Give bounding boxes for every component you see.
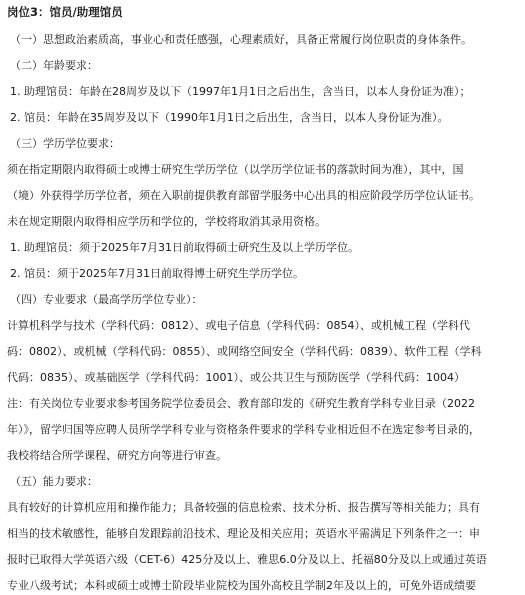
paragraph-line: 2. 馆员：须于2025年7月31日前取得博士研究生学历学位。	[10, 267, 304, 280]
note-line: 我校将结合所学课程、研究方向等进行审查。	[7, 449, 227, 462]
paragraph-line: 报时已取得大学英语六级（CET-6）425分及以上、雅思6.0分及以上、托福80分及以上或通过英语	[7, 553, 487, 566]
heading-degree: （三）学历学位要求：	[10, 137, 120, 150]
paragraph-line: 未在规定期限内取得相应学历和学位的，学校将取消其录用资格。	[7, 215, 326, 228]
heading-major: （四）专业要求（最高学历学位专业）：	[10, 293, 203, 306]
paragraph-line: （境）外获得学历学位者，须在入职前提供教育部留学服务中心出具的相应阶段学历学位认证书。	[7, 189, 480, 202]
paragraph-line: 1. 助理馆员：须于2025年7月31日前取得硕士研究生及以上学历学位。	[10, 241, 359, 254]
note-line: 注：有关岗位专业要求参考国务院学位委员会、教育部印发的《研究生教育学科专业目录（2022	[7, 397, 475, 410]
paragraph-line: 1. 助理馆员：年龄在28周岁及以下（1997年1月1日之后出生，含当日，以本人身份证为准）；	[10, 85, 471, 98]
paragraph-line: 2. 馆员：年龄在35周岁及以下（1990年1月1日之后出生，含当日，以本人身份证为准）。	[10, 111, 449, 124]
paragraph-line: 相当的技术敏感性，能够自发跟踪前沿技术、理论及相关应用；英语水平需满足下列条件之一：申	[7, 527, 480, 540]
paragraph-line: （一）思想政治素质高，事业心和责任感强，心理素质好，具备正常履行岗位职责的身体条件。	[10, 33, 472, 46]
paragraph-line: 须在指定期限内取得硕士或博士研究生学历学位（以学历学位证书的落款时间为准），其中，国	[7, 163, 464, 176]
paragraph-line: 专业八级考试；本科或硕士或博士阶段毕业院校为国外高校且学制2年及以上的，可免外语成绩要	[7, 579, 476, 592]
paragraph-line: 计算机科学与技术（学科代码：0812）、或电子信息（学科代码：0854）、或机械工程（学科代	[7, 319, 470, 332]
heading-ability: （五）能力要求：	[10, 475, 98, 488]
paragraph-line: 代码：0835）、或基础医学（学科代码：1001）、或公共卫生与预防医学（学科代码：1004）	[7, 371, 465, 384]
note-line: 年）》，留学归国等应聘人员所学学科专业与资格条件要求的学科专业相近但不在选定参考目录的，	[7, 423, 480, 436]
heading-age: （二）年龄要求：	[10, 59, 98, 72]
paragraph-line: 码：0802）、或机械（学科代码：0855）、或网络空间安全（学科代码：0839）、软件工程（学科	[7, 345, 482, 358]
paragraph-line: 具有较好的计算机应用和操作能力；具备较强的信息检索、技术分析、报告撰写等相关能力；具有	[7, 501, 480, 514]
section-title: 岗位3：馆员/助理馆员	[7, 5, 123, 19]
